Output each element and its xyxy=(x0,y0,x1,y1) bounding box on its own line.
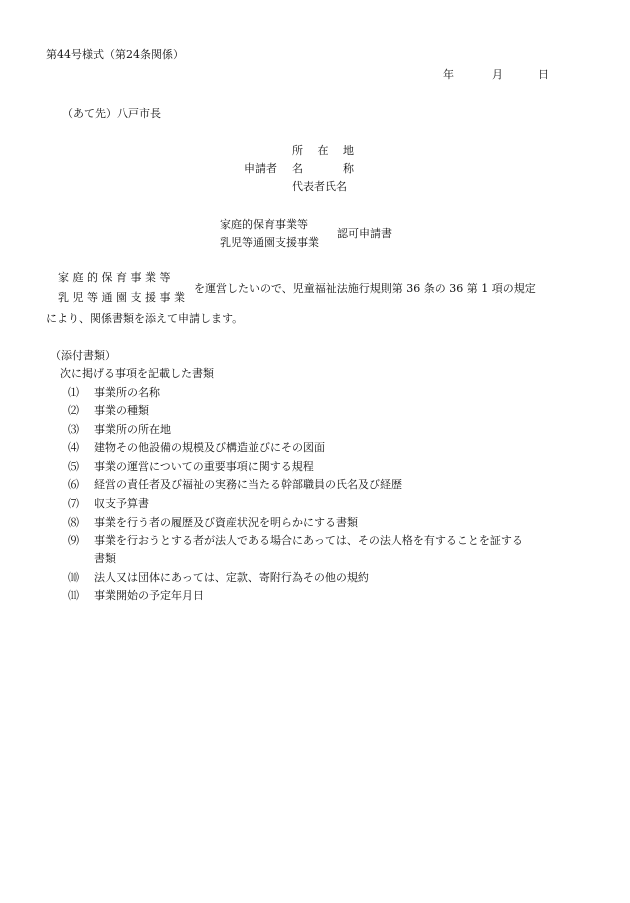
attachment-text: 事業所の名称 xyxy=(94,386,160,399)
body-text-line1: を運営したいので、児童福祉法施行規則第 36 条の 36 第 1 項の規定 xyxy=(194,282,536,295)
body-text-line2: により、関係書類を添えて申請します。 xyxy=(46,312,244,325)
attachment-number: ⑶ xyxy=(68,423,79,436)
business-option-1: 家 庭 的 保 育 事 業 等 xyxy=(58,271,171,284)
attachment-item xyxy=(68,461,314,472)
attachment-text: 書類 xyxy=(94,552,116,565)
attachment-number: ⑷ xyxy=(68,441,79,454)
attachment-item xyxy=(68,517,358,528)
addressee: （あて先）八戸市長 xyxy=(62,107,161,120)
date-day-label: 日 xyxy=(538,68,549,81)
date-year-label: 年 xyxy=(443,68,454,81)
attachment-item xyxy=(68,535,523,546)
attachment-number: ⑺ xyxy=(68,497,79,510)
attachments-heading: （添付書類） xyxy=(50,349,116,362)
applicant-representative-label: 代表者氏名 xyxy=(292,180,347,193)
attachment-number: ⑼ xyxy=(68,534,79,547)
attachment-number: ⑹ xyxy=(68,478,79,491)
attachments-intro: 次に掲げる事項を記載した書類 xyxy=(60,367,214,380)
attachment-text: 収支予算書 xyxy=(94,497,149,510)
attachment-text: 事業開始の予定年月日 xyxy=(94,589,204,602)
business-option-2: 乳 児 等 通 園 支 援 事 業 xyxy=(58,291,185,304)
attachment-item-continuation xyxy=(68,553,116,564)
attachment-text: 事業を行う者の履歴及び資産状況を明らかにする書類 xyxy=(94,516,358,529)
title-suffix: 認可申請書 xyxy=(337,227,392,240)
attachment-number: ⑸ xyxy=(68,460,79,473)
attachment-text: 事業を行おうとする者が法人である場合にあっては、その法人格を有することを証する xyxy=(94,534,523,547)
attachment-item xyxy=(68,424,171,435)
applicant-address-label: 所 在 地 xyxy=(292,144,354,157)
attachment-number: ⑵ xyxy=(68,404,79,417)
attachment-text: 事業所の所在地 xyxy=(94,423,171,436)
attachment-item xyxy=(68,498,149,509)
attachment-text: 建物その他設備の規模及び構造並びにその図面 xyxy=(94,441,325,454)
attachment-item xyxy=(68,387,160,398)
attachment-text: 事業の種類 xyxy=(94,404,149,417)
attachment-item xyxy=(68,479,402,490)
applicant-name-label: 名 称 xyxy=(292,162,354,175)
attachment-number: ⑾ xyxy=(68,589,79,602)
attachment-item xyxy=(68,442,325,453)
attachment-item xyxy=(68,405,149,416)
attachment-text: 法人又は団体にあっては、定款、寄附行為その他の規約 xyxy=(94,571,369,584)
title-line2: 乳児等通園支援事業 xyxy=(220,236,319,249)
attachment-item xyxy=(68,590,204,601)
applicant-label: 申請者 xyxy=(244,162,277,175)
title-line1: 家庭的保育事業等 xyxy=(220,218,308,231)
attachment-text: 経営の責任者及び福祉の実務に当たる幹部職員の氏名及び経歴 xyxy=(94,478,402,491)
attachment-text: 事業の運営についての重要事項に関する規程 xyxy=(94,460,314,473)
attachment-number: ⑴ xyxy=(68,386,79,399)
attachment-number: ⑻ xyxy=(68,516,79,529)
attachment-number: ⑽ xyxy=(68,571,79,584)
form-number: 第44号様式（第24条関係） xyxy=(46,48,184,61)
attachment-item xyxy=(68,572,369,583)
date-month-label: 月 xyxy=(492,68,503,81)
